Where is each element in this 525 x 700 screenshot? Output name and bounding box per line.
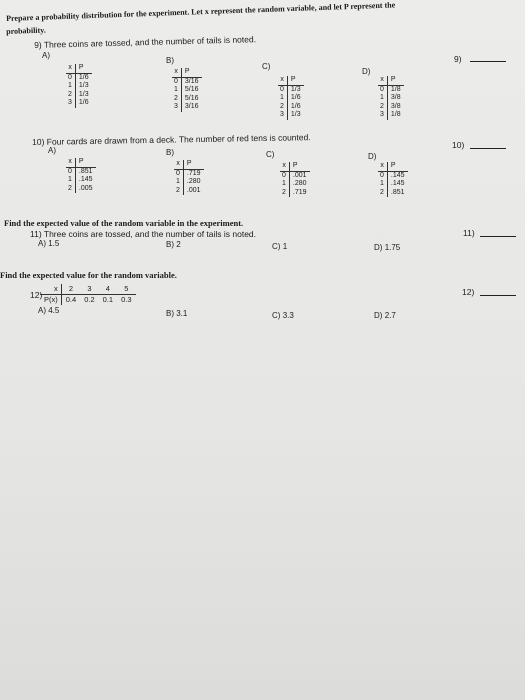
p-cell: 1/8 xyxy=(390,85,401,93)
q9-option-d-table[interactable] xyxy=(378,76,404,120)
question-number: 10) xyxy=(32,136,45,147)
x-cell: 2 xyxy=(378,103,387,112)
p-cell: .145 xyxy=(390,171,405,179)
table-row xyxy=(66,73,92,82)
x-cell: 2 xyxy=(278,103,287,112)
table-row xyxy=(280,189,310,198)
p-cell: P xyxy=(181,68,201,77)
p-cell: 1/3 xyxy=(78,82,89,90)
p-cell: .001 xyxy=(186,186,201,194)
p-cell: .001 xyxy=(292,171,307,179)
x-header: x xyxy=(40,284,61,295)
table-row xyxy=(174,187,204,196)
table-row xyxy=(378,171,408,180)
x-cell: 1 xyxy=(66,176,75,185)
table-row xyxy=(378,94,404,103)
x-cell: 3 xyxy=(378,111,387,120)
answer-blank-11[interactable] xyxy=(480,236,516,237)
p-cell: .005 xyxy=(78,184,93,192)
table-row xyxy=(174,178,204,187)
section-heading-expected-value: Find the expected value of the random variable in the experiment. xyxy=(4,218,244,228)
x-cell: 0 xyxy=(172,77,181,86)
x-cell: x xyxy=(278,76,287,85)
table-row xyxy=(66,176,96,185)
table-row xyxy=(378,103,404,112)
p-cell: .280 xyxy=(186,178,201,186)
table-row xyxy=(172,103,202,112)
x-cell: 2 xyxy=(378,189,387,198)
question-number-12: 12) xyxy=(30,290,43,300)
table-row xyxy=(280,180,310,189)
x-cell: 1 xyxy=(172,86,181,95)
p-cell: P xyxy=(387,76,403,85)
table-header-row xyxy=(378,76,404,85)
instructions-line-1: Prepare a probability distribution for the experiment. Let x represent the random variable, and let P represent the xyxy=(6,0,396,23)
q12-option-d[interactable]: D) 2.7 xyxy=(374,311,396,320)
table-row xyxy=(280,171,310,180)
p-cell: .851 xyxy=(390,188,405,196)
x-cell: x xyxy=(174,160,183,169)
p-cell: 1/3 xyxy=(290,111,301,119)
x-cell: x xyxy=(66,64,75,73)
p-cell: P xyxy=(387,162,407,171)
table-row xyxy=(66,82,92,91)
answer-label-11: 11) xyxy=(463,228,475,238)
p-header: P(x) xyxy=(40,295,61,306)
x-cell: x xyxy=(280,162,289,171)
section-heading-expected-value-rv: Find the expected value for the random variable. xyxy=(0,270,177,280)
x-cell: 2 xyxy=(66,91,75,100)
instructions-line-2: probability. xyxy=(6,25,46,36)
table-row xyxy=(172,77,202,86)
p-cell: 1/6 xyxy=(290,102,301,110)
p-cell: 3/8 xyxy=(390,102,401,110)
x-cell: 1 xyxy=(278,94,287,103)
x-cell: x xyxy=(66,158,75,167)
question-number: 9) xyxy=(34,39,42,50)
table-header-row xyxy=(278,76,304,85)
p-cell: .145 xyxy=(78,176,93,184)
p-cell: 1/6 xyxy=(78,99,89,107)
q11-option-d[interactable]: D) 1.75 xyxy=(374,243,401,252)
p-cell: P xyxy=(183,160,203,169)
q10-option-b-label: B) xyxy=(166,148,174,157)
question-11 xyxy=(30,229,256,239)
answer-label-9: 9) xyxy=(454,54,462,64)
x-cell: x xyxy=(378,162,387,171)
q12-distribution-table: x 2 3 4 5 P(x) 0.4 0.2 0.1 0.3 xyxy=(40,284,136,305)
x-cell: 0 xyxy=(378,171,387,180)
table-row xyxy=(172,95,202,104)
x-cell: 0 xyxy=(174,169,183,178)
q9-option-b-label: B) xyxy=(166,56,174,65)
x-cell: 2 xyxy=(66,185,75,194)
table-row xyxy=(378,189,408,198)
question-number: 11) xyxy=(30,229,42,239)
table-row xyxy=(378,85,404,94)
x-cell: 3 xyxy=(172,103,181,112)
x-cell: 2 xyxy=(280,189,289,198)
table-row xyxy=(278,94,304,103)
q10-option-a-label: A) xyxy=(48,146,56,155)
p-cell: 5/16 xyxy=(184,86,199,94)
q11-option-c[interactable]: C) 1 xyxy=(272,242,288,251)
table-header-row xyxy=(66,158,96,167)
question-text: Four cards are drawn from a deck. The number of red tens is counted. xyxy=(46,132,311,147)
p-cell: .719 xyxy=(186,169,201,177)
q10-option-d-label: D) xyxy=(368,152,377,161)
p-cell: .145 xyxy=(390,180,405,188)
question-10 xyxy=(32,132,311,147)
table-row xyxy=(378,111,404,120)
table-row xyxy=(66,91,92,100)
table-row xyxy=(174,169,204,178)
x-cell: 0 xyxy=(278,85,287,94)
p-cell: 5/16 xyxy=(184,94,199,102)
p-cell: 1/3 xyxy=(290,85,301,93)
p-cell: 3/8 xyxy=(390,94,401,102)
table-header-row xyxy=(66,64,92,73)
table-row xyxy=(378,180,408,189)
q9-option-b-table[interactable] xyxy=(172,68,202,112)
table-header-row xyxy=(280,162,310,171)
table-header-row xyxy=(172,68,202,77)
x-cell: 3 xyxy=(278,111,287,120)
table-row xyxy=(66,185,96,194)
table-row xyxy=(278,85,304,94)
q10-option-d-table[interactable] xyxy=(378,162,408,197)
q9-option-d-label: D) xyxy=(362,67,371,76)
table-row xyxy=(278,111,304,120)
question-text: Three coins are tossed, and the number of tails is noted. xyxy=(43,34,257,50)
table-row xyxy=(172,86,202,95)
p-cell: 3/16 xyxy=(184,77,199,85)
x-cell: 1 xyxy=(66,82,75,91)
x-cell: 0 xyxy=(378,85,387,94)
x-cell: x xyxy=(172,68,181,77)
x-cell: 0 xyxy=(280,171,289,180)
p-cell: .851 xyxy=(78,167,93,175)
q10-option-a-table[interactable] xyxy=(66,158,96,193)
answer-label-12: 12) xyxy=(462,287,475,297)
q11-option-a[interactable]: A) 1.5 xyxy=(38,239,60,248)
x-cell: 2 xyxy=(174,187,183,196)
p-cell: P xyxy=(289,162,309,171)
table-header-row xyxy=(174,160,204,169)
q10-option-c-table[interactable] xyxy=(280,162,310,197)
p-cell: P xyxy=(287,76,303,85)
table-row xyxy=(66,99,92,108)
x-cell: x xyxy=(378,76,387,85)
x-cell: 1 xyxy=(378,180,387,189)
p-cell: .719 xyxy=(292,188,307,196)
q9-option-c-label: C) xyxy=(262,62,271,71)
q10-option-b-table[interactable] xyxy=(174,160,204,195)
q11-option-b[interactable]: B) 2 xyxy=(166,240,181,249)
x-cell: 1 xyxy=(378,94,387,103)
table-row xyxy=(66,167,96,176)
question-9 xyxy=(34,34,256,50)
x-cell: 0 xyxy=(66,73,75,82)
x-cell: 0 xyxy=(66,167,75,176)
answer-label-10: 10) xyxy=(452,140,465,150)
q9-option-a-table[interactable] xyxy=(66,64,92,108)
answer-blank-10[interactable] xyxy=(470,148,506,149)
q10-option-c-label: C) xyxy=(266,150,275,159)
x-cell: 1 xyxy=(280,180,289,189)
p-cell: P xyxy=(75,64,91,73)
answer-blank-9[interactable] xyxy=(470,61,506,62)
q9-option-a-label: A) xyxy=(42,51,50,60)
table-row xyxy=(278,103,304,112)
p-cell: 1/3 xyxy=(78,90,89,98)
p-cell: 3/16 xyxy=(184,103,199,111)
p-cell: 1/6 xyxy=(78,73,89,81)
x-cell: 2 xyxy=(172,95,181,104)
p-cell: P xyxy=(75,158,95,167)
q12-option-b[interactable]: B) 3.1 xyxy=(166,309,188,318)
table-header-row xyxy=(378,162,408,171)
q12-option-a[interactable]: A) 4.5 xyxy=(38,306,60,315)
answer-blank-12[interactable] xyxy=(480,295,516,296)
x-cell: 3 xyxy=(66,99,75,108)
p-cell: 1/8 xyxy=(390,111,401,119)
x-cell: 1 xyxy=(174,178,183,187)
p-cell: .280 xyxy=(292,180,307,188)
q12-option-c[interactable]: C) 3.3 xyxy=(272,311,294,320)
p-cell: 1/6 xyxy=(290,94,301,102)
question-text: Three coins are tossed, and the number of tails is noted. xyxy=(43,229,257,239)
q9-option-c-table[interactable] xyxy=(278,76,304,120)
